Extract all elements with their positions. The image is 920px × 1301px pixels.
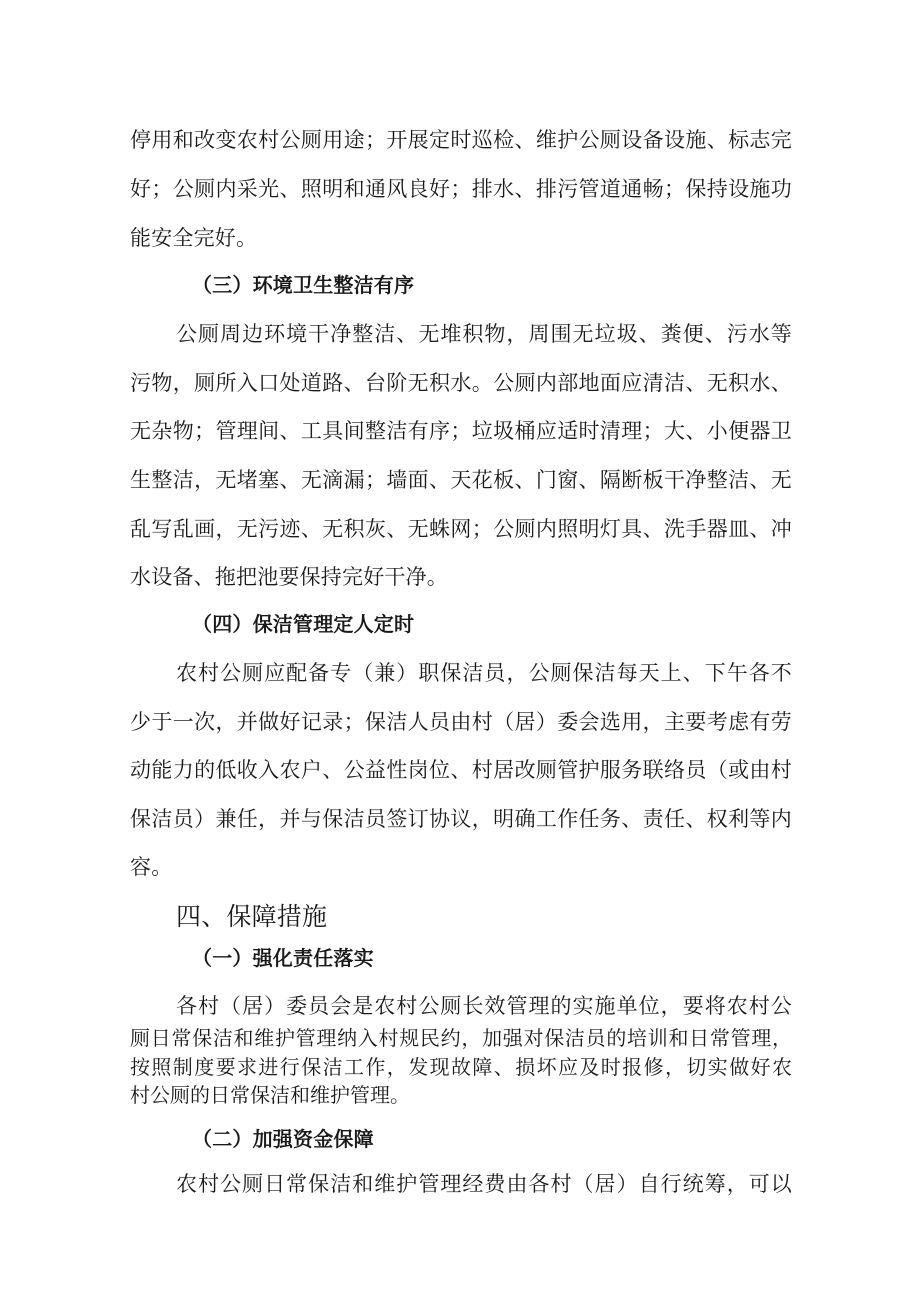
paragraph-line: 水设备、拖把池要保持完好干净。: [130, 565, 448, 589]
section-heading: （二）加强资金保障: [192, 1127, 374, 1151]
paragraph-line: 能安全完好。: [130, 226, 258, 250]
paragraph-line: 各村（居）委员会是农村公厕长效管理的实施单位，要将农村公: [176, 994, 792, 1018]
section-heading: （四）保洁管理定人定时: [192, 612, 415, 636]
paragraph-line: 动能力的低收入农户、公益性岗位、村居改厕管护服务联络员（或由村: [130, 758, 792, 782]
paragraph-line: 保洁员）兼任，并与保洁员签订协议，明确工作任务、责任、权利等内: [130, 807, 792, 831]
section-heading: （一）强化责任落实: [192, 946, 374, 970]
paragraph-line: 农村公厕应配备专（兼）职保洁员，公厕保洁每天上、下午各不: [176, 661, 792, 685]
paragraph-line: 停用和改变农村公厕用途；开展定时巡检、维护公厕设备设施、标志完: [130, 128, 792, 152]
paragraph-line: 少于一次，并做好记录；保洁人员由村（居）委会选用，主要考虑有劳: [130, 710, 792, 734]
paragraph-line: 乱写乱画，无污迹、无积灰、无蛛网；公厕内照明灯具、洗手器皿、冲: [130, 517, 792, 541]
paragraph-line: 按照制度要求进行保洁工作，发现故障、损坏应及时报修，切实做好农: [130, 1055, 792, 1079]
paragraph-line: 公厕周边环境干净整洁、无堆积物，周围无垃圾、粪便、污水等: [176, 322, 792, 346]
paragraph-line: 无杂物；管理间、工具间整洁有序；垃圾桶应适时清理；大、小便器卫: [130, 419, 792, 443]
paragraph-line: 厕日常保洁和维护管理纳入村规民约，加强对保洁员的培训和日常管理，: [130, 1026, 792, 1050]
paragraph-line: 好；公厕内采光、照明和通风良好；排水、排污管道通畅；保持设施功: [130, 177, 792, 201]
chapter-heading: 四、保障措施: [176, 902, 328, 931]
paragraph-line: 村公厕的日常保洁和维护管理。: [130, 1083, 410, 1107]
paragraph-line: 农村公厕日常保洁和维护管理经费由各村（居）自行统筹，可以: [176, 1172, 792, 1196]
paragraph-line: 容。: [130, 855, 173, 879]
paragraph-line: 生整洁，无堵塞、无滴漏；墙面、天花板、门窗、隔断板干净整洁、无: [130, 468, 792, 492]
section-heading: （三）环境卫生整洁有序: [192, 273, 415, 297]
paragraph-line: 污物，厕所入口处道路、台阶无积水。公厕内部地面应清洁、无积水、: [130, 371, 792, 395]
